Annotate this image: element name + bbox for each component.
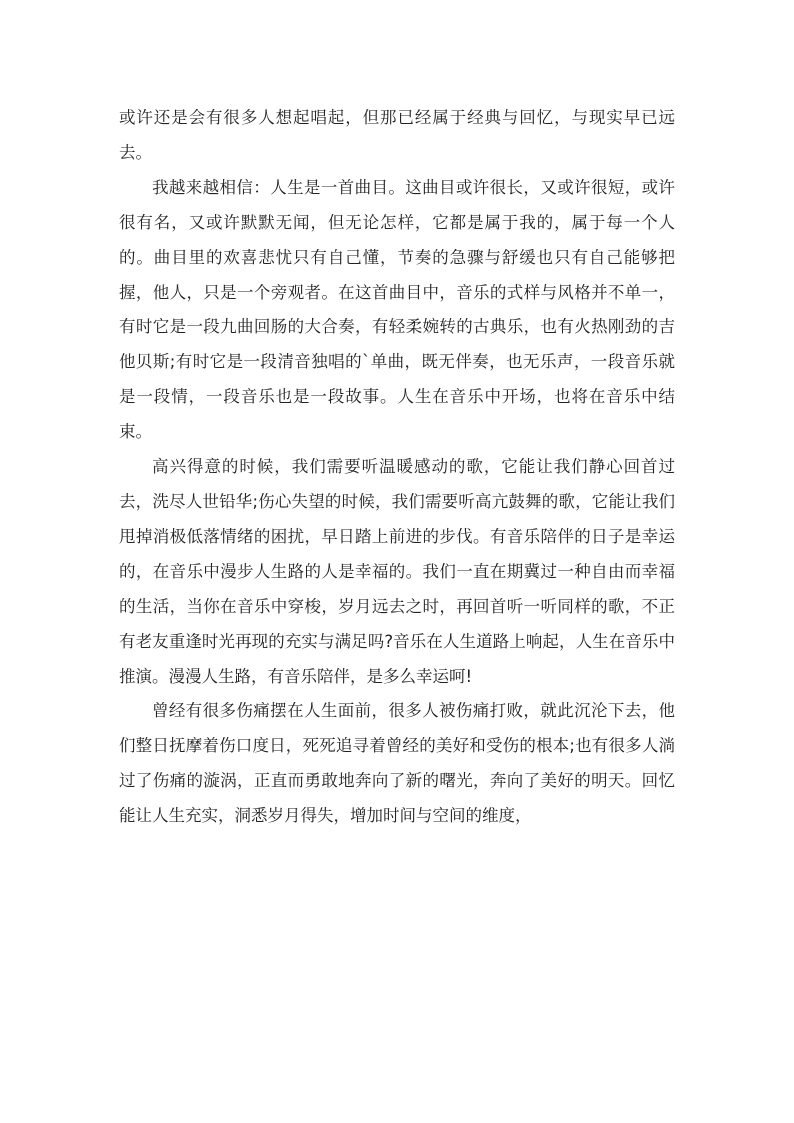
paragraph-3: 高兴得意的时候，我们需要听温暖感动的歌，它能让我们静心回首过去，洗尽人世铅华;伤心失望的时候，我们需要听高亢鼓舞的歌，它能让我们甩掉消极低落情绪的困扰，早日踏上前进的步伐。有音乐陪伴的日子是幸运的，在音乐中漫步人生路的人是幸福的。我们一直在期冀过一种自由而幸福的生活，当你在音乐中穿梭，岁月远去之时，再回首听一听同样的歌，不正有老友重逢时光再现的充实与满足吗?音乐在人生道路上响起，人生在音乐中推演。漫漫人生路，有音乐陪伴，是多么幸运呵! <box>119 457 675 686</box>
document-body <box>119 101 675 834</box>
paragraph-2: 我越来越相信：人生是一首曲目。这曲目或许很长，又或许很短，或许很有名，又或许默默无闻，但无论怎样，它都是属于我的，属于每一个人的。曲目里的欢喜悲忧只有自己懂，节奏的急骤与舒缓也只有自己能够把握，他人，只是一个旁观者。在这首曲目中，音乐的式样与风格并不单一，有时它是一段九曲回肠的大合奏，有轻柔婉转的古典乐，也有火热刚劲的吉他贝斯;有时它是一段清音独唱的`单曲，既无伴奏，也无乐声，一段音乐就是一段情，一段音乐也是一段故事。人生在音乐中开场，也将在音乐中结束。 <box>119 177 675 442</box>
paragraph-4: 曾经有很多伤痛摆在人生面前，很多人被伤痛打败，就此沉沦下去，他们整日抚摩着伤口度日，死死追寻着曾经的美好和受伤的根本;也有很多人淌过了伤痛的漩涡，正直而勇敢地奔向了新的曙光，奔向了美好的明天。回忆能让人生充实，洞悉岁月得失，增加时间与空间的维度， <box>119 701 675 826</box>
paragraph-1: 或许还是会有很多人想起唱起，但那已经属于经典与回忆，与现实早已远去。 <box>119 108 675 162</box>
